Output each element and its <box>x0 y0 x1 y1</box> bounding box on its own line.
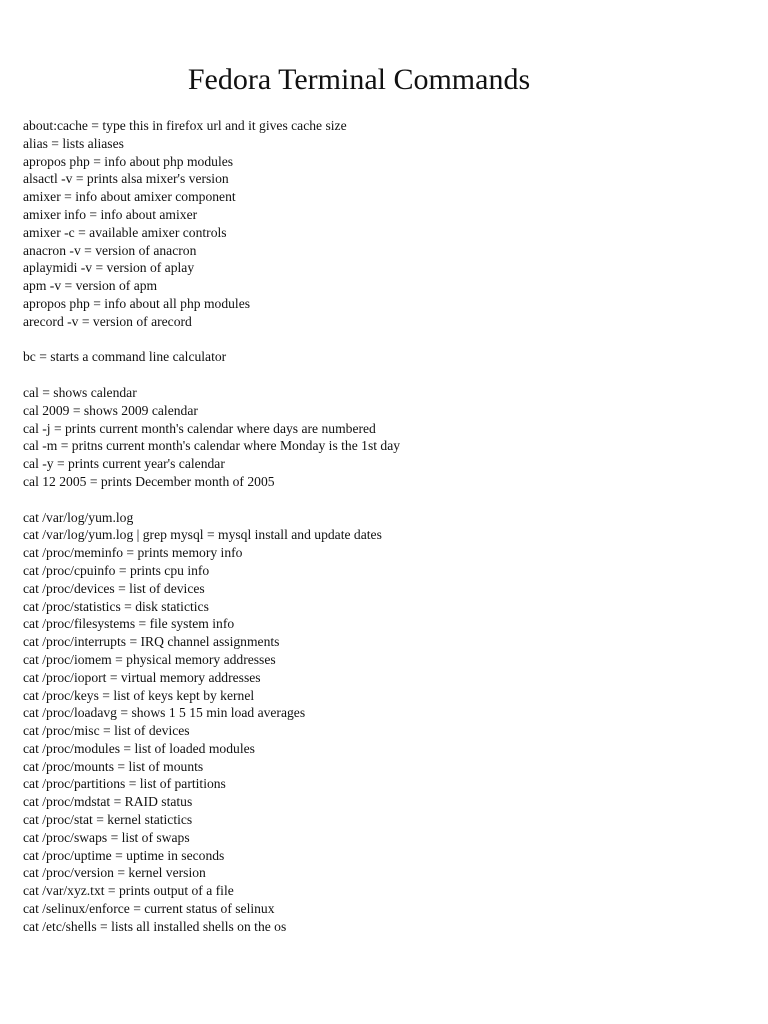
command-list <box>23 117 743 936</box>
command-line: cat /proc/mounts = list of mounts <box>23 758 204 774</box>
command-line: cal = shows calendar <box>23 384 137 400</box>
command-line: cal 12 2005 = prints December month of 2005 <box>23 473 275 489</box>
command-line: amixer -c = available amixer controls <box>23 224 227 240</box>
command-line: cat /proc/statistics = disk statictics <box>23 598 209 614</box>
blank-line <box>23 366 743 384</box>
command-line: cat /proc/filesystems = file system info <box>23 616 235 632</box>
command-line: cat /proc/partitions = list of partitions <box>23 776 226 792</box>
command-line: cat /proc/cpuinfo = prints cpu info <box>23 562 210 578</box>
command-line: apropos php = info about all php modules <box>23 295 251 311</box>
command-line: cat /proc/iomem = physical memory addresses <box>23 651 276 667</box>
command-line: alsactl -v = prints alsa mixer's version <box>23 171 229 187</box>
command-line: cat /proc/uptime = uptime in seconds <box>23 847 225 863</box>
command-line: cat /proc/mdstat = RAID status <box>23 794 193 810</box>
command-line: cat /proc/meminfo = prints memory info <box>23 545 243 561</box>
command-line: cal -m = pritns current month's calendar where Monday is the 1st day <box>23 438 401 454</box>
command-line: amixer info = info about amixer <box>23 206 198 222</box>
command-line: bc = starts a command line calculator <box>23 349 227 365</box>
command-line: apm -v = version of apm <box>23 278 158 294</box>
command-line: cat /var/log/yum.log <box>23 509 134 525</box>
command-line: amixer = info about amixer component <box>23 189 236 205</box>
command-line: cal -j = prints current month's calendar where days are numbered <box>23 420 376 436</box>
command-line: cat /proc/devices = list of devices <box>23 580 205 596</box>
command-line: anacron -v = version of anacron <box>23 242 197 258</box>
blank-line <box>23 491 743 509</box>
command-line: alias = lists aliases <box>23 135 124 151</box>
command-line: arecord -v = version of arecord <box>23 313 192 329</box>
command-line: cat /proc/misc = list of devices <box>23 723 190 739</box>
command-line: cat /proc/keys = list of keys kept by kernel <box>23 687 255 703</box>
command-line: apropos php = info about php modules <box>23 153 234 169</box>
command-line: cat /var/log/yum.log | grep mysql = mysql install and update dates <box>23 527 382 543</box>
command-line: cat /proc/loadavg = shows 1 5 15 min load averages <box>23 705 306 721</box>
command-line: cat /etc/shells = lists all installed shells on the os <box>23 918 287 934</box>
command-line: cat /proc/ioport = virtual memory addresses <box>23 669 261 685</box>
command-line: cat /proc/version = kernel version <box>23 865 206 881</box>
command-line: cal 2009 = shows 2009 calendar <box>23 402 198 418</box>
command-line: cat /proc/stat = kernel statictics <box>23 812 193 828</box>
command-line: cal -y = prints current year's calendar <box>23 456 225 472</box>
command-line: cat /selinux/enforce = current status of selinux <box>23 901 275 917</box>
command-line: cat /var/xyz.txt = prints output of a file <box>23 883 234 899</box>
command-line: cat /proc/interrupts = IRQ channel assignments <box>23 634 280 650</box>
blank-line <box>23 331 743 349</box>
command-line: cat /proc/swaps = list of swaps <box>23 829 190 845</box>
command-line: about:cache = type this in firefox url and it gives cache size <box>23 118 347 133</box>
command-line: aplaymidi -v = version of aplay <box>23 260 195 276</box>
command-line: cat /proc/modules = list of loaded modules <box>23 740 255 756</box>
page-title: Fedora Terminal Commands <box>187 63 531 96</box>
